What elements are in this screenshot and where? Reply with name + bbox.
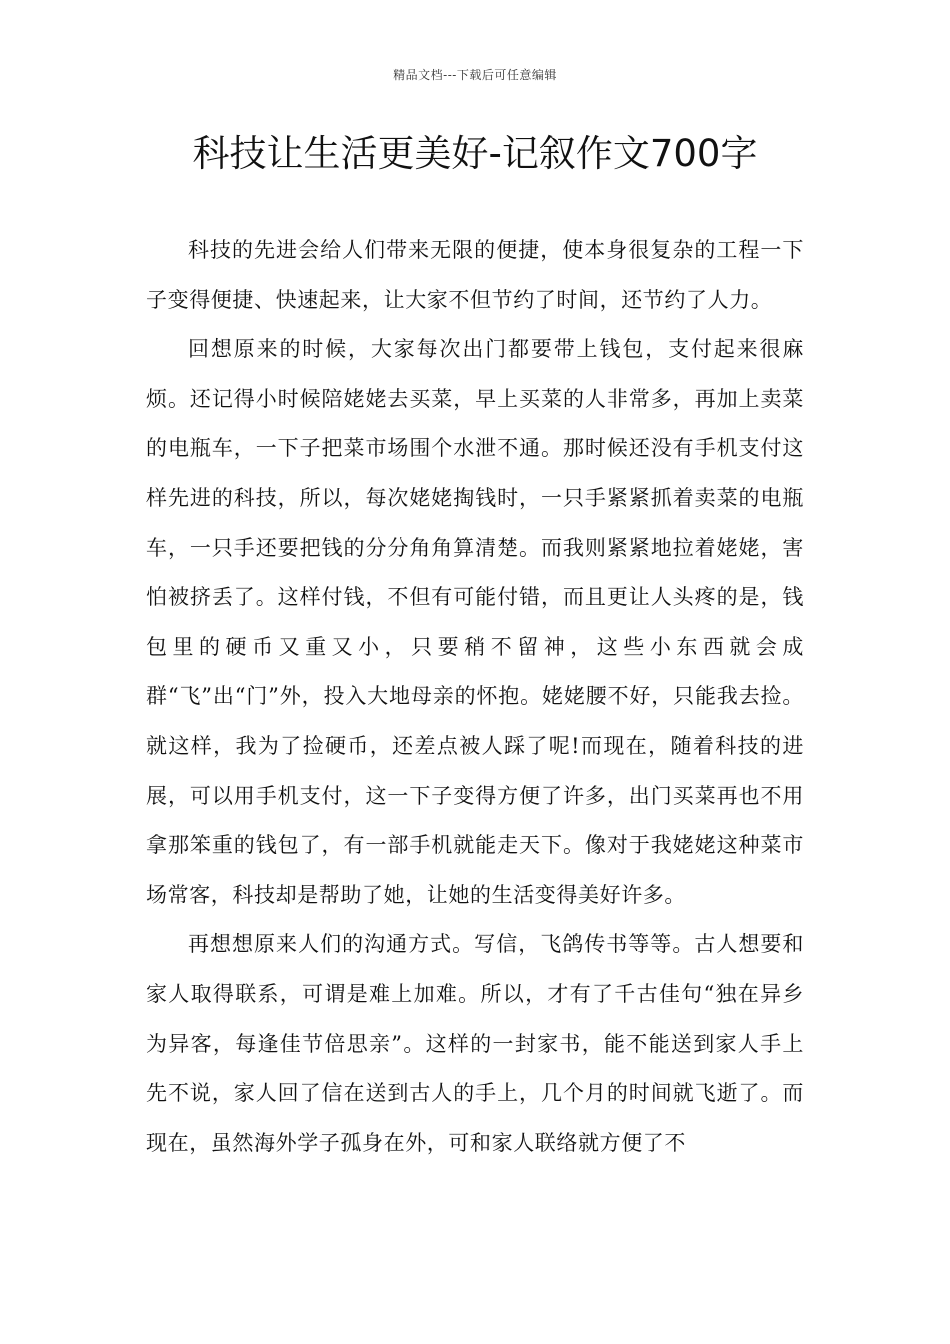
paragraph-1: 科技的先进会给人们带来无限的便捷，使本身很复杂的工程一下子变得便捷、快速起来，让大家不但节约了时间，还节约了人力。 (146, 238, 804, 312)
header-note: 精品文档---下载后可任意编辑 (393, 68, 557, 82)
paragraph-2: 回想原来的时候，大家每次出门都要带上钱包，支付起来很麻烦。还记得小时候陪姥姥去买菜，早上买菜的人非常多，再加上卖菜的电瓶车，一下子把菜市场围个水泄不通。那时候还没有手机支付这样先进的科技，所以，每次姥姥掏钱时，一只手紧紧抓着卖菜的电瓶车，一只手还要把钱的分分角角算清楚。而我则紧紧地拉着姥姥，害怕被挤丢了。这样付钱，不但有可能付错，而且更让人头疼的是，钱包里的硬币又重又小，只要稍不留神，这些小东西就会成群“飞”出“门”外，投入大地母亲的怀抱。姥姥腰不好，只能我去捡。就这样，我为了捡硬币，还差点被人踩了呢!而现在，随着科技的进展，可以用手机支付，这一下子变得方便了许多，出门买菜再也不用拿那笨重的钱包了，有一部手机就能走天下。像对于我姥姥这种菜市场常客，科技却是帮助了她，让她的生活变得美好许多。 (146, 337, 804, 907)
document-body (146, 226, 804, 1168)
paragraph-3: 再想想原来人们的沟通方式。写信，飞鸽传书等等。古人想要和家人取得联系，可谓是难上加难。所以，才有了千古佳句“独在异乡为异客，每逢佳节倍思亲”。这样的一封家书，能不能送到家人手上先不说，家人回了信在送到古人的手上，几个月的时间就飞逝了。而现在，虽然海外学子孤身在外，可和家人联络就方便了不 (146, 932, 804, 1155)
document-title: 科技让生活更美好-记叙作文700字 (192, 132, 758, 175)
